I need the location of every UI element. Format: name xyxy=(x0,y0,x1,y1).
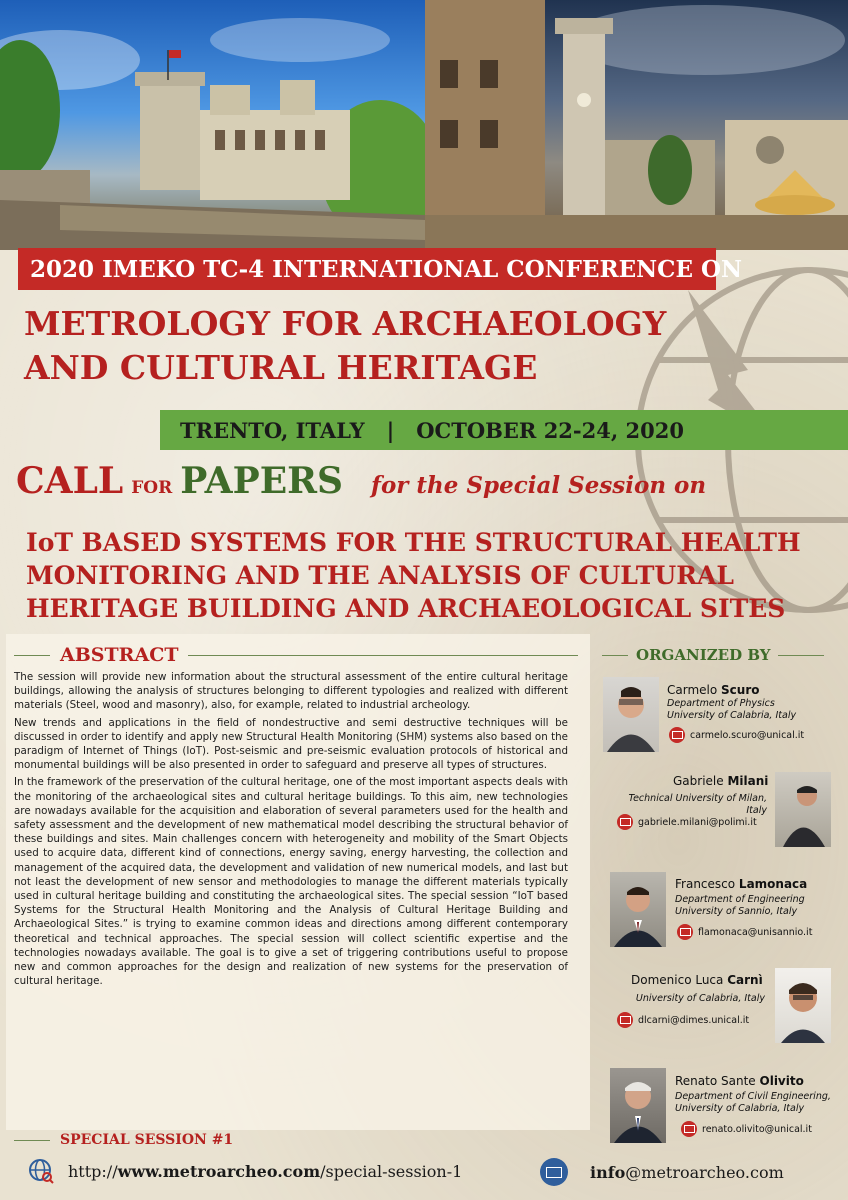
call-for-papers xyxy=(16,460,706,508)
organizer-name: Gabriele Milani xyxy=(673,774,769,788)
organizer-affiliation: Department of Civil Engineering, University of Calabria, Italy xyxy=(675,1091,831,1114)
session-title-line2: MONITORING AND THE ANALYSIS OF CULTURAL xyxy=(26,561,734,590)
location-separator: | xyxy=(386,417,395,443)
main-title-line1: METROLOGY FOR ARCHAEOLOGY xyxy=(24,304,667,343)
avatar xyxy=(775,968,831,1043)
url-domain: www.metroarcheo.com xyxy=(117,1161,321,1181)
organized-by-heading-text: ORGANIZED BY xyxy=(636,646,771,664)
organized-by-heading xyxy=(602,646,824,664)
email-icon xyxy=(669,727,685,743)
abstract-paragraph-1: The session will provide new information about the structural assessment of the entire cultural heritage buildings, allowing the analysis of structures belonging to different typologies and realized with different materials (Steel, wood and masonry), also, for example, related to industrial archeology. xyxy=(14,671,568,712)
avatar xyxy=(603,677,659,752)
location-date-banner xyxy=(160,410,848,450)
divider xyxy=(14,655,50,656)
divider xyxy=(602,655,628,656)
dates-text: OCTOBER 22-24, 2020 xyxy=(416,417,684,443)
organizer-affiliation: Technical University of Milan, Italy xyxy=(628,793,767,816)
avatar xyxy=(775,772,831,847)
divider xyxy=(14,1140,50,1141)
url-path: /special-session-1 xyxy=(320,1161,463,1181)
organizer-name: Francesco Lamonaca xyxy=(675,877,808,891)
castle-photo xyxy=(0,0,425,250)
envelope-icon xyxy=(540,1158,568,1186)
email-icon xyxy=(617,814,633,830)
divider xyxy=(778,655,824,656)
session-title-line3: HERITAGE BUILDING AND ARCHAEOLOGICAL SITES xyxy=(26,594,786,623)
website-link[interactable] xyxy=(28,1158,462,1184)
session-title xyxy=(26,526,826,625)
organizer-email[interactable]: flamonaca@unisannio.it xyxy=(677,924,812,940)
organizer-email[interactable]: dlcarni@dimes.unical.it xyxy=(617,1012,749,1028)
main-title xyxy=(24,302,744,390)
organizer-name: Carmelo Scuro xyxy=(667,683,760,697)
abstract-text xyxy=(14,670,568,991)
organizer-affiliation: University of Calabria, Italy xyxy=(635,993,765,1004)
organizer-name: Domenico Luca Carnì xyxy=(631,973,763,987)
organizer-affiliation: Department of Engineering University of Sannio, Italy xyxy=(675,894,805,917)
avatar xyxy=(610,1068,666,1143)
organizer-email[interactable]: carmelo.scuro@unical.it xyxy=(669,727,804,743)
url-prefix: http:// xyxy=(68,1161,118,1181)
organizer-email[interactable]: renato.olivito@unical.it xyxy=(681,1121,812,1137)
contact-email-link[interactable] xyxy=(540,1158,784,1186)
email-icon xyxy=(681,1121,697,1137)
globe-icon xyxy=(28,1158,54,1184)
header-photos xyxy=(0,0,848,250)
avatar xyxy=(610,872,666,947)
cfp-for: FOR xyxy=(131,478,173,498)
email-icon xyxy=(617,1012,633,1028)
email-domain: @metroarcheo.com xyxy=(625,1162,784,1182)
abstract-heading-text: ABSTRACT xyxy=(60,644,179,666)
conference-banner: 2020 IMEKO TC-4 INTERNATIONAL CONFERENCE ON xyxy=(18,248,716,290)
email-icon xyxy=(677,924,693,940)
email-user: info xyxy=(590,1162,626,1182)
abstract-heading xyxy=(14,644,578,666)
piazza-photo xyxy=(425,0,848,250)
main-title-line2: AND CULTURAL HERITAGE xyxy=(24,348,538,387)
organizer-affiliation: Department of Physics University of Calabria, Italy xyxy=(667,698,797,721)
divider xyxy=(188,655,578,656)
location-text: TRENTO, ITALY xyxy=(180,417,365,443)
abstract-paragraph-2: New trends and applications in the field of nondestructive and semi destructive techniques will be discussed in order to identify and apply new Structural Health Monitoring (SHM) systems also based on the paradigm of Internet of Things (IoT). Post-seismic and pre-seismic evaluation protocols of historical and monumental buildings will be also presented in order to safeguard and preserve all types of structures. xyxy=(14,716,568,772)
organizer-name: Renato Sante Olivito xyxy=(675,1074,804,1088)
special-session-label xyxy=(14,1132,233,1148)
cfp-special-session: for the Special Session on xyxy=(371,472,707,499)
cfp-papers: PAPERS xyxy=(180,460,344,502)
abstract-paragraph-3: In the framework of the preservation of the cultural heritage, one of the most important aspects deals with the monitoring of the archaeological sites and cultural heritage buildings. To this aim, new technologies are nowadays available for the acquisition and elaboration of several parameters used for the health and safety assessment and the development of new mathematical model describing the structural behavior of these buildings and sites. Main challenges concern with heterogeneity and mobility of the Smart Objects used to acquire data, different kind of connections, energy saving, energy harvesting, the collection and management of the acquired data, the development and validation of new numerical models, and last but not least the development of new sensor and methodologies to manage the different materials typically used in cultural heritage building and constituting the archaeological sites. The special session “IoT based Systems for the Structural Health Monitoring and the Analysis of Cultural Heritage Building and Archaeological Sites.” is trying to examine common ideas and directions among different contemporary theoretical and technical approaches. The special session will collect scientific expertise and the technologies nowadays available. The goal is to give a set of triggering contributions useful to propose new and common approaches for the design and realization of new systems for the preservation of cultural heritage. xyxy=(14,776,568,988)
cfp-call: CALL xyxy=(16,460,124,502)
session-title-line1: IoT BASED SYSTEMS FOR THE STRUCTURAL HEALTH xyxy=(26,528,801,557)
organizer-email[interactable]: gabriele.milani@polimi.it xyxy=(617,814,757,830)
special-session-label-text: SPECIAL SESSION #1 xyxy=(60,1132,234,1148)
